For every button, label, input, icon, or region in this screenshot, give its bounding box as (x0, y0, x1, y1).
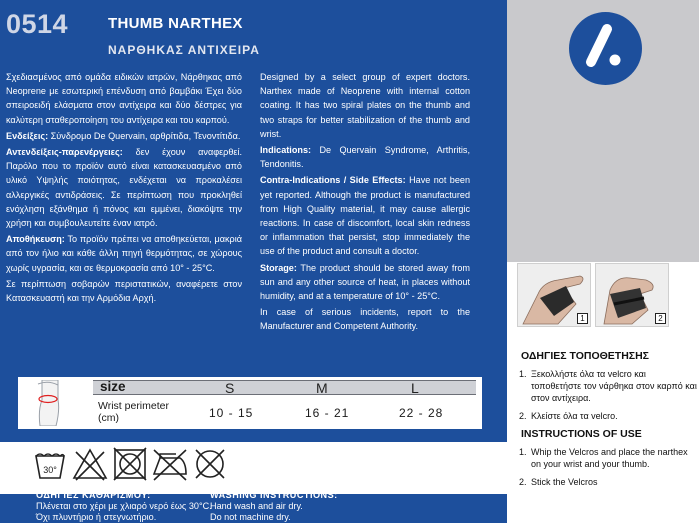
greek-description (6, 70, 242, 307)
english-intro: Designed by a select group of expert doctors. Narthex made of Neoprene with internal cotton coating. It has two spiral plates on the thumb and two straps for better stabilization of the thumb and wrist. (260, 72, 470, 139)
no-tumble-dry-icon (110, 444, 150, 484)
svg-text:30°: 30° (43, 465, 57, 475)
brand-logo (569, 12, 642, 85)
product-code: 0514 (6, 9, 69, 39)
list-item: 2. Stick the Velcros (519, 477, 598, 487)
instruction-photo-2 (595, 263, 669, 327)
size-table (18, 377, 482, 429)
washing-instructions-en: WASHING INSTRUCTIONS: Hand wash and air dry. Do not machine dry. (210, 490, 338, 522)
size-s: S (225, 380, 236, 396)
english-incidents: In case of serious incidents, report to the Manufacturer and Competent Authority. (260, 307, 470, 332)
english-contra: Contra-Indications / Side Effects: Have not been yet reported. Although the product is manufactured from High Quality material, it may cause allergic reactions. In case of discomfort, local skin redness or inflammation that persist, stop immediately the use of the product and consult a doctor. (260, 175, 471, 257)
photo-number-2: 2 (655, 313, 666, 324)
range-s: 10 - 15 (209, 406, 254, 420)
english-indications: Indications: De Quervain Syndrome, Arthritis, Tendonitis. (260, 145, 470, 170)
no-iron-icon (150, 444, 190, 484)
greek-storage: Αποθήκευση: Το προϊόν πρέπει να αποθηκεύεται, μακριά από τον ήλιο και κάθε άλλη πηγή θερμότητας, σε χώρους χωρίς υγρασία, και σε θερμοκρασία από 10° - 25°C. (6, 234, 242, 273)
no-bleach-icon (70, 444, 110, 484)
instructions-title-gr: ΟΔΗΓΙΕΣ ΤΟΠΟΘΕΤΗΣΗΣ (521, 350, 649, 362)
brand-logo-icon (569, 12, 642, 85)
wrist-perimeter-label: Wrist perimeter (cm) (98, 400, 169, 424)
instructions-list-en (519, 446, 697, 494)
product-title-en: THUMB NARTHEX (108, 15, 243, 32)
hand-wash-30-icon (30, 444, 70, 484)
instructions-list-gr (519, 368, 697, 428)
greek-incidents: Σε περίπτωση σοβαρών περιστατικών, αναφέρετε στον Κατασκευαστή και την Αρμόδια Αρχή. (6, 278, 242, 304)
greek-contra: Αντενδείξεις-παρενέργειες: δεν έχουν αναφερθεί. Παρόλο που το προϊόν αυτό είναι κατασκευασμένο από υλικό Υψηλής ποιότητας, ενδέχεται να προκαλέσει αλλεργικές αντιδράσεις. Σε περίπτωση που προκληθεί ενόχληση εξάνθημα ή πόνος και εμμένει, διακόψτε την χρήση και συμβουλευτείτε έναν ιατρό. (6, 147, 242, 229)
product-title-gr: ΝΑΡΘΗΚΑΣ ΑΝΤΙΧΕΙΡΑ (108, 43, 260, 57)
right-panel (507, 0, 699, 523)
instructions-title-en: INSTRUCTIONS OF USE (521, 428, 642, 440)
english-storage: Storage: The product should be stored away from sun and any other source of heat, in places without humidity, and at a temperature of 10° - 25°C. (260, 262, 471, 302)
size-label: size (100, 379, 126, 394)
range-m: 16 - 21 (305, 406, 350, 420)
greek-indications: Ενδείξεις: Σύνδρομο De Quervain, αρθρίτιδα, Τενοντίτιδα. (6, 130, 241, 141)
range-l: 22 - 28 (399, 406, 444, 420)
washing-instructions-gr: ΟΔΗΓΙΕΣ ΚΑΘΑΡΙΣΜΟΥ: Πλένεται στο χέρι με χλιαρό νερό έως 30°C. Όχι πλυντήριο ή στεγνωτήριο. (36, 490, 212, 522)
instruction-photo-1 (517, 263, 591, 327)
size-l: L (411, 380, 420, 396)
greek-intro: Σχεδιασμένος από ομάδα ειδικών ιατρών, Νάρθηκας από Neoprene με εσωτερική επένδυση από βαμβάκι Έχει δύο σπειροειδή ελάσματα στον αντίχειρα και δύο δέστρες για καλύτερη σταθεροποίηση του αντίχειρα και του καρπού. (6, 72, 242, 125)
wrist-measure-icon (28, 380, 72, 426)
english-description (260, 70, 470, 336)
no-dry-clean-icon (190, 444, 230, 484)
washing-icons-band (0, 442, 507, 494)
photo-number-1: 1 (577, 313, 588, 324)
list-item: 1. Whip the Velcros and place the narthex on your wrist and your thumb. (519, 447, 688, 469)
list-item: 2. Κλείστε όλα τα velcro. (519, 411, 618, 421)
list-item: 1. Ξεκολλήστε όλα τα velcro και τοποθετήστε τον νάρθηκα στον καρπό και στον αντίχειρα. (519, 369, 697, 403)
size-m: M (316, 380, 329, 396)
